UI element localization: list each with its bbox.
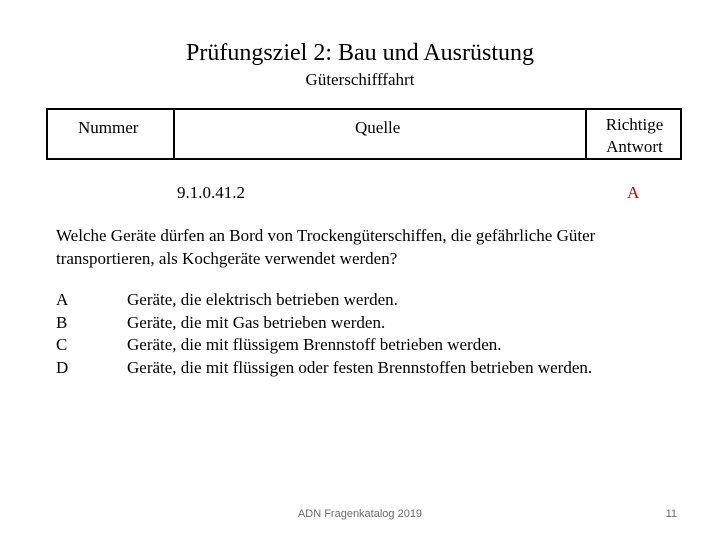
question-source: 9.1.0.41.2	[177, 183, 245, 202]
column-header-answer	[587, 114, 682, 158]
option-letter: A	[56, 290, 69, 309]
column-header-number: Nummer	[78, 118, 139, 137]
option-text: Geräte, die mit flüssigen oder festen Brennstoffen betrieben werden.	[127, 358, 593, 377]
option-letter: B	[56, 313, 68, 332]
correct-answer: A	[627, 183, 640, 202]
page-number: 11	[665, 508, 677, 520]
option-text: Geräte, die mit Gas betrieben werden.	[127, 313, 386, 332]
option-text: Geräte, die mit flüssigem Brennstoff betrieben werden.	[127, 335, 502, 354]
page-subtitle: Güterschifffahrt	[305, 70, 415, 89]
column-header-source: Quelle	[355, 118, 401, 137]
footer-catalog: ADN Fragenkatalog 2019	[297, 508, 423, 520]
page-title: Prüfungsziel 2: Bau und Ausrüstung	[186, 40, 534, 66]
option-letter: D	[56, 358, 69, 377]
header-table	[46, 108, 682, 160]
column-header-answer-line2: Antwort	[606, 137, 663, 156]
option-text: Geräte, die elektrisch betrieben werden.	[127, 290, 398, 309]
question-text: Welche Geräte dürfen an Bord von Trockengüterschiffen, die gefährliche Güter transportieren, als Kochgeräte verwendet werden?	[56, 226, 596, 268]
option-letter: C	[56, 335, 68, 354]
table-divider	[173, 110, 175, 158]
column-header-answer-line1: Richtige	[605, 115, 664, 134]
